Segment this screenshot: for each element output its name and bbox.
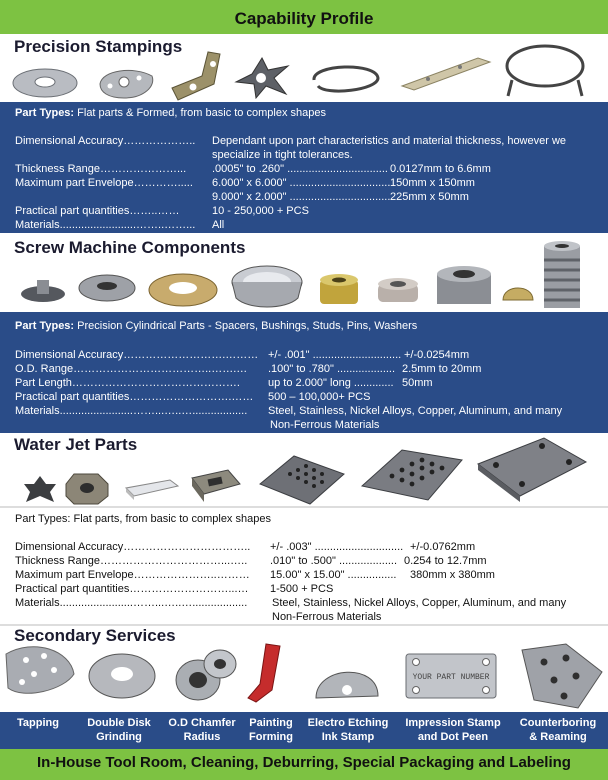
spec-value: 9.000" x 2.000" ................................. [212,191,391,203]
waterjet-photos [0,432,608,508]
brass-ring-image [146,270,220,308]
washer-image [10,65,80,101]
service-painting-forming: Painting Forming [249,717,293,743]
screw-spec-panel [0,312,608,433]
spec-label: Dimensional Accuracy……………….. [15,135,196,147]
retaining-ring-image [306,56,386,98]
tapped-disk-image [4,644,76,702]
service-impression-stamp: Impression Stamp and Dot Peen [405,717,501,743]
countersunk-washer-image [76,272,138,306]
octagon-nut-image [64,470,112,506]
etched-disk-image [312,656,382,706]
chamfer-rings-image [170,646,240,704]
strip-image [398,52,494,92]
diamond-plate-image [358,446,468,504]
spec-metric: 380mm x 380mm [410,569,495,581]
secondary-title: Secondary Services [14,626,176,645]
spec-label: Dimensional Accuracy……………………….……… [15,349,259,361]
spec-value: Steel, Stainless, Nickel Alloys, Copper, Aluminum, and many [268,405,563,417]
spec-value: All [212,219,225,231]
spec-metric: 0.254 to 12.7mm [404,555,487,567]
spec-metric: 150mm x 150mm [390,177,475,189]
bar-image [122,478,182,502]
spacer-image [374,276,422,308]
perforated-plate-image [256,452,348,506]
service-counterboring: Counterboring & Reaming [519,717,597,743]
header-bar [0,0,608,34]
spec-label: Practical part quantities……………………….…… [15,391,254,403]
star-washer-image [230,54,294,100]
spec-value: 6.000" x 6.000" ................................. [212,177,391,189]
small-brass-cap-image [500,280,536,308]
spec-label: Thickness Range……………………………...….. [15,555,248,567]
spec-metric: 50mm [402,377,433,389]
service-double-disk-grinding: Double Disk Grinding [87,717,151,743]
screw-title: Screw Machine Components [14,238,246,257]
thick-bushing-image [434,264,494,310]
ground-washer-image [86,650,158,702]
spec-metric: 2.5mm to 20mm [402,363,482,375]
red-formed-part-image [246,642,292,708]
secondary-photos [0,640,608,712]
footer-text: In-House Tool Room, Cleaning, Deburring, Special Packaging and Labeling [37,754,571,771]
screw-part-types: Part Types: Precision Cylindrical Parts - Spacers, Bushings, Studs, Pins, Washers [15,320,418,332]
spec-label: Maximum part Envelope…………..... [15,177,193,189]
spec-label: Dimensional Accuracy…………………………….. [15,541,251,553]
spec-value: Non-Ferrous Materials [272,611,382,623]
spec-value: specialize in tight tolerances. [212,149,353,161]
spec-label: Part Length………………………………………. [15,377,240,389]
stampings-title: Precision Stampings [14,37,183,56]
spec-metric: +/-0.0254mm [404,349,470,361]
square-block-image [188,466,244,506]
waterjet-title: Water Jet Parts [14,435,138,454]
spec-label: Maximum part Envelope…………………..……… [15,569,250,581]
spring-clip-image [500,40,590,100]
cam-plate-image [94,64,158,102]
plate-text: YOUR PART NUMBER [412,673,490,682]
gold-bushing-image [316,272,362,310]
spec-label: Materials.........................……..……... [15,219,196,231]
spec-value: .100" to .780" ................... [268,363,396,375]
star-knob-image [22,474,58,504]
bracket-image [168,46,224,102]
counterbored-plate-image [518,642,604,710]
stampings-photos [0,40,608,102]
spec-value: Steel, Stainless, Nickel Alloys, Copper, Aluminum, and many [272,597,567,609]
spec-value: +/- .001" ............................. [268,349,402,361]
page-title: Capability Profile [234,9,374,28]
threaded-spacer-image [540,240,584,312]
stud-image [18,278,68,306]
spec-value: .010" to .500" ................... [270,555,398,567]
stampings-spec-panel [0,102,608,233]
spec-metric: 0.0127mm to 6.6mm [390,163,491,175]
spec-value: up to 2.000" long ............. [268,377,394,389]
stampings-part-types: Part Types: Flat parts & Formed, from basic to complex shapes [15,107,326,119]
service-tapping: Tapping [17,717,59,729]
spec-label: Materials........................……...…..….................. [15,405,248,417]
spec-value: 10 - 250,000 + PCS [212,205,309,217]
service-electro-etching: Electro Etching Ink Stamp [307,717,389,743]
spec-value: 500 – 100,000+ PCS [268,391,371,403]
part-number-plate-image [404,648,500,704]
service-od-chamfer-radius: O.D Chamfer Radius [168,717,236,743]
square-plate-image [474,434,590,506]
spec-label: Materials........................……...…..….................. [15,597,248,609]
spec-label: Thickness Range…………………... [15,163,187,175]
cup-image [228,262,306,310]
spec-label: Practical part quantities………………………...… [15,583,249,595]
footer-bar [0,749,608,780]
spec-value: Non-Ferrous Materials [270,419,380,431]
spec-value: +/- .003" ............................. [270,541,404,553]
screw-photos [0,240,608,310]
spec-metric: 225mm x 50mm [390,191,469,203]
spec-label: O.D. Range………………………………..…….… [15,363,248,375]
spec-value: 1-500 + PCS [270,583,334,595]
spec-metric: +/-0.0762mm [410,541,476,553]
services-bar [0,712,608,749]
divider [0,506,608,508]
spec-value: 15.00" x 15.00" ................ [270,569,397,581]
spec-value: .0005" to .260" ................................. [212,163,388,175]
spec-value: Dependant upon part characteristics and material thickness, however we [212,135,567,147]
waterjet-part-types: Part Types: Flat parts, from basic to complex shapes [15,513,271,525]
spec-label: Practical part quantities……..…… [15,205,180,217]
